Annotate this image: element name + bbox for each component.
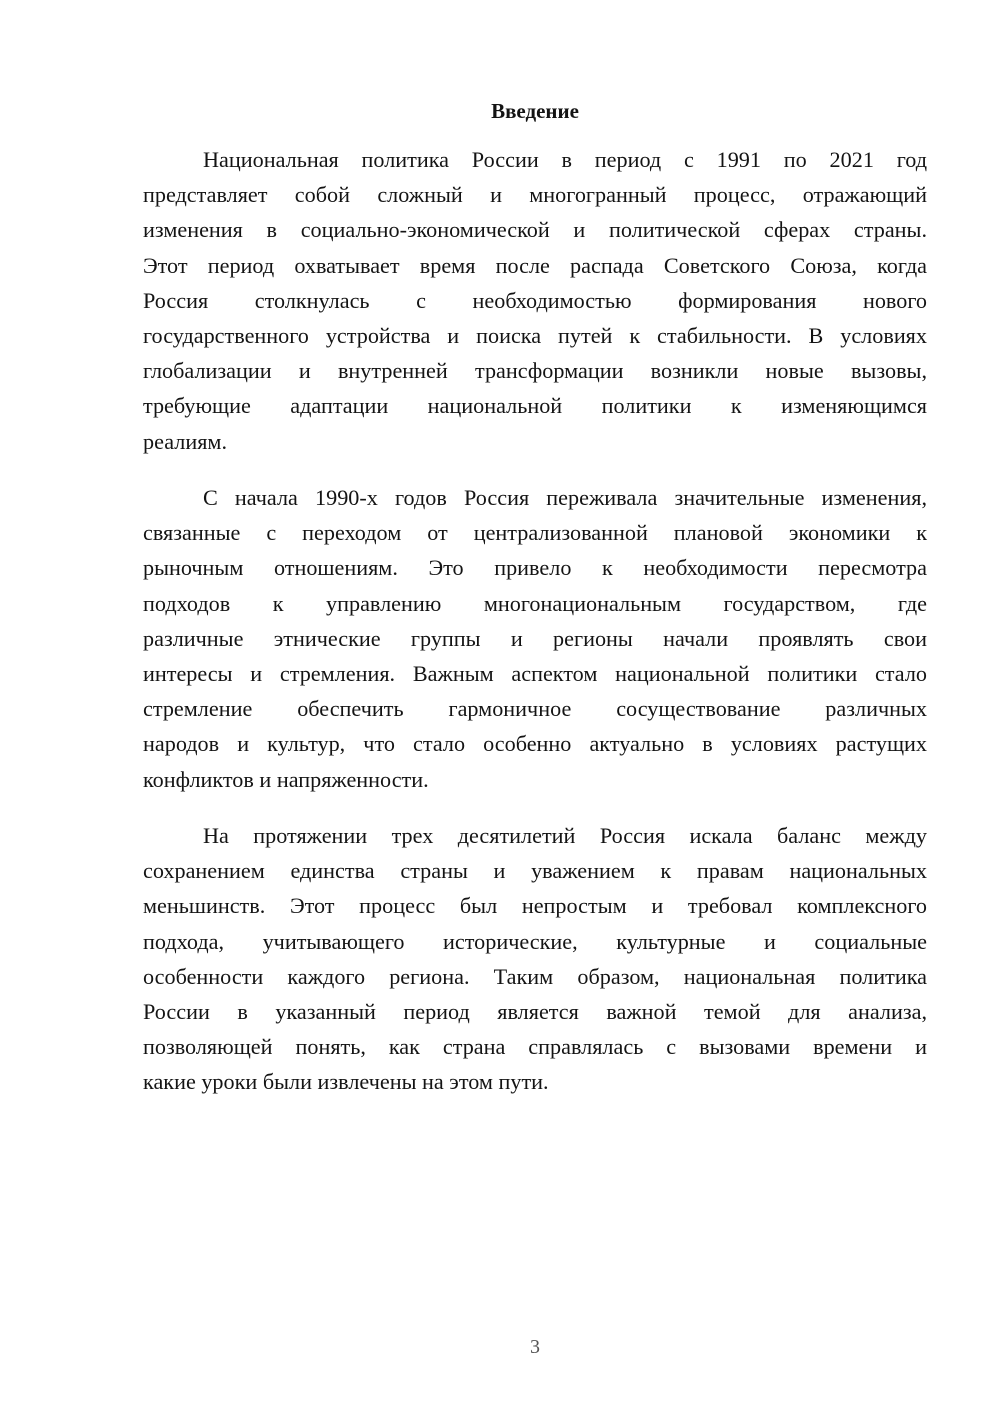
paragraph-line: Россия столкнулась с необходимостью формирования нового — [143, 287, 927, 313]
paragraph-line: подхода, учитывающего исторические, культурные и социальные — [143, 928, 927, 954]
paragraph-line: интересы и стремления. Важным аспектом национальной политики стало — [143, 660, 927, 686]
paragraph-line: сохранением единства страны и уважением к правам национальных — [143, 858, 927, 884]
section-title: Введение — [491, 99, 579, 123]
paragraph-line: какие уроки были извлечены на этом пути. — [143, 1069, 549, 1095]
paragraph-line: глобализации и внутренней трансформации возникли новые вызовы, — [143, 358, 927, 384]
paragraph-line: России в указанный период является важной темой для анализа, — [143, 998, 927, 1024]
paragraph-line: связанные с переходом от централизованной плановой экономики к — [143, 520, 927, 546]
paragraph-line: стремление обеспечить гармоничное сосуществование различных — [143, 696, 927, 722]
paragraph-line: конфликтов и напряженности. — [143, 766, 429, 792]
paragraph-line: народов и культур, что стало особенно актуально в условиях растущих — [143, 731, 927, 757]
paragraph-line: реалиям. — [143, 428, 227, 454]
paragraph-line: рыночным отношениям. Это привело к необходимости пересмотра — [143, 555, 927, 581]
paragraph-line: различные этнические группы и регионы начали проявлять свои — [143, 625, 927, 651]
paragraph-line: представляет собой сложный и многогранный процесс, отражающий — [143, 182, 927, 208]
paragraph-1 — [143, 142, 927, 459]
paragraph-line: С начала 1990-х годов Россия переживала значительные изменения, — [203, 485, 927, 510]
paragraph-line: Национальная политика России в период с 1991 по 2021 год — [203, 147, 927, 172]
paragraph-line: особенности каждого региона. Таким образом, национальная политика — [143, 963, 927, 989]
paragraph-2 — [143, 480, 927, 797]
paragraph-line: позволяющей понять, как страна справлялась с вызовами времени и — [143, 1034, 927, 1060]
paragraph-line: изменения в социально-экономической и политической сферах страны. — [143, 217, 927, 243]
paragraph-line: требующие адаптации национальной политики к изменяющимся — [143, 393, 927, 419]
paragraph-line: На протяжении трех десятилетий Россия искала баланс между — [203, 823, 927, 848]
page-number: 3 — [530, 1336, 540, 1358]
paragraph-line: меньшинств. Этот процесс был непростым и требовал комплексного — [143, 893, 927, 919]
paragraph-line: государственного устройства и поиска путей к стабильности. В условиях — [143, 322, 927, 348]
paragraph-line: Этот период охватывает время после распада Советского Союза, когда — [143, 252, 927, 278]
paragraph-3 — [143, 818, 927, 1100]
paragraph-line: подходов к управлению многонациональным государством, где — [143, 590, 927, 616]
